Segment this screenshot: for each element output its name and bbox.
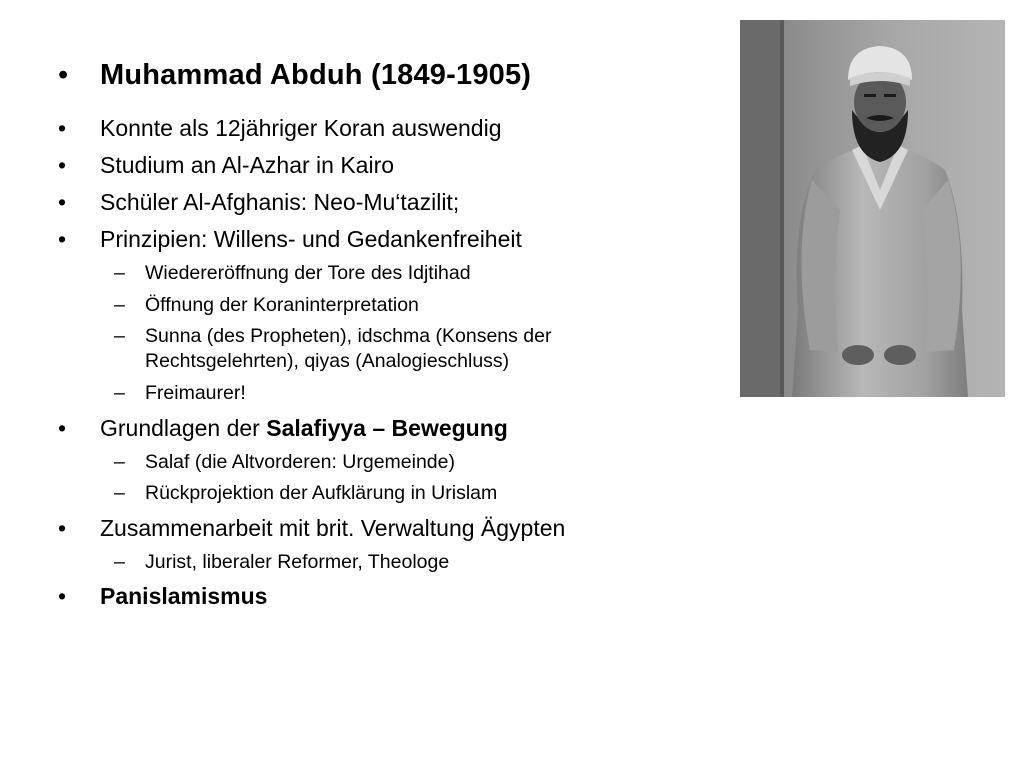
bullet-item — [58, 147, 738, 184]
sub-bullet-text: Rückprojektion der Aufklärung in Urislam — [145, 482, 498, 504]
dash-icon: – — [114, 450, 125, 473]
sub-bullet-item — [58, 258, 738, 290]
bullet-icon: • — [58, 583, 67, 609]
bullet-item — [58, 110, 738, 147]
portrait-illustration — [740, 20, 1005, 397]
sub-bullet-item — [58, 447, 738, 479]
sub-bullet-item — [58, 378, 738, 410]
bullet-item — [58, 578, 738, 615]
dash-icon: – — [114, 482, 125, 504]
portrait-photo — [740, 20, 1005, 397]
title-text: Muhammad Abduh (1849-1905) — [100, 59, 532, 91]
sub-bullet-text: Sunna (des Propheten), idschma (Konsens der Rechtsgelehrten), qiyas (Analogieschluss) — [145, 325, 552, 372]
bullet-item — [58, 221, 738, 258]
bullet-text: Konnte als 12jähriger Koran auswendig — [100, 115, 502, 141]
sub-bullet-text: Freimaurer! — [145, 382, 246, 404]
bullet-text-bold: Salafiyya – Bewegung — [266, 414, 508, 441]
bullet-item — [58, 410, 738, 447]
sub-bullet-text: Salaf (die Altvorderen: Urgemeinde) — [145, 450, 455, 473]
sub-bullet-item — [58, 290, 738, 322]
bullet-icon: • — [58, 189, 67, 215]
bullet-text-bold: Panislamismus — [100, 583, 268, 609]
bullet-icon: • — [58, 115, 67, 141]
bullet-text-prefix: Grundlagen der — [100, 414, 267, 441]
slide-title — [58, 50, 738, 100]
bullet-icon: • — [58, 414, 67, 441]
bullet-icon: • — [58, 59, 69, 91]
dash-icon: – — [114, 550, 125, 573]
bullet-icon: • — [58, 226, 67, 252]
bullet-list — [58, 50, 738, 615]
bullet-icon: • — [58, 514, 67, 541]
bullet-text: Studium an Al-Azhar in Kairo — [100, 152, 395, 178]
sub-bullet-item — [58, 321, 705, 378]
dash-icon: – — [114, 325, 125, 347]
bullet-item — [58, 510, 738, 547]
sub-bullet-item — [58, 478, 738, 510]
dash-icon: – — [114, 262, 125, 284]
bullet-item — [58, 184, 738, 221]
bullet-text: Prinzipien: Willens- und Gedankenfreiheit — [100, 226, 522, 252]
bullet-icon: • — [58, 152, 67, 178]
dash-icon: – — [114, 382, 125, 404]
sub-bullet-item — [58, 547, 738, 579]
bullet-text: Schüler Al-Afghanis: Neo-Mu‘tazilit; — [100, 189, 460, 215]
sub-bullet-text: Öffnung der Koraninterpretation — [145, 293, 419, 316]
bullet-text: Zusammenarbeit mit brit. Verwaltung Ägypten — [100, 514, 566, 541]
dash-icon: – — [114, 293, 125, 316]
sub-bullet-text: Jurist, liberaler Reformer, Theologe — [145, 550, 450, 573]
sub-bullet-text: Wiedereröffnung der Tore des Idjtihad — [145, 262, 471, 284]
